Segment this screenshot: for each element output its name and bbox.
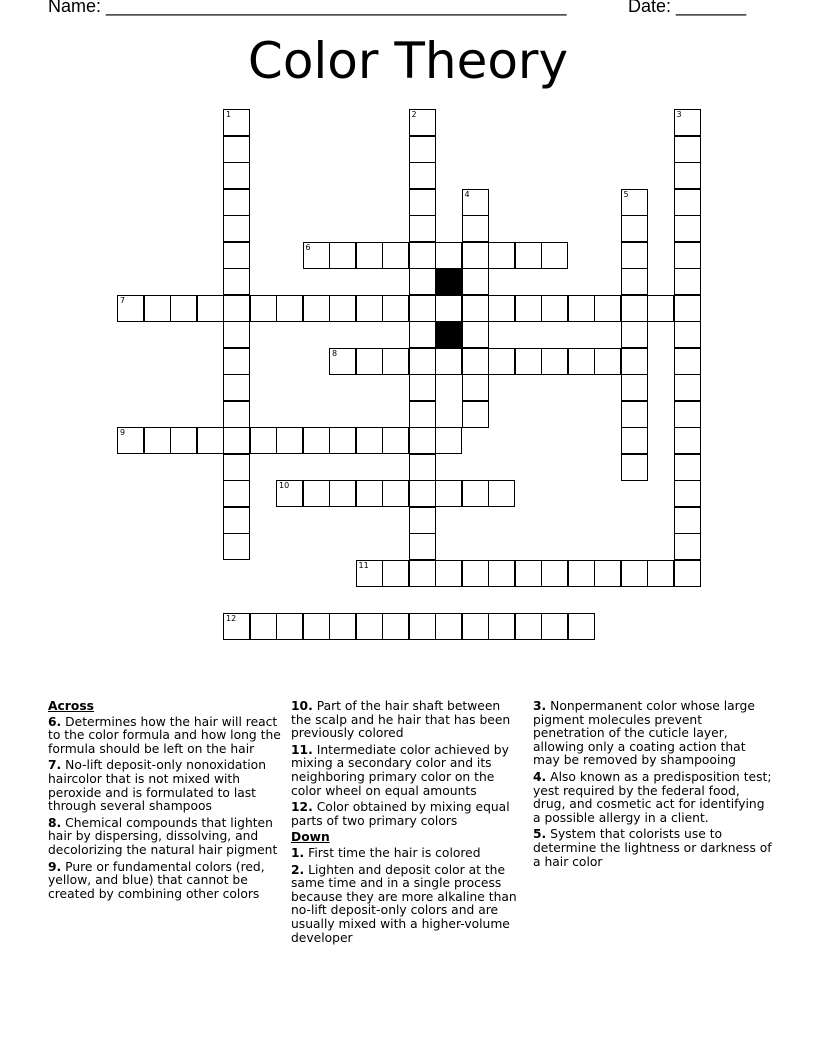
crossword-cell[interactable]	[223, 427, 250, 454]
crossword-cell[interactable]	[409, 427, 436, 454]
crossword-cell[interactable]	[488, 613, 515, 640]
clue-number: 3	[676, 110, 682, 119]
crossword-cell[interactable]	[276, 427, 303, 454]
crossword-cell[interactable]	[329, 295, 356, 322]
crossword-cell[interactable]	[621, 374, 648, 401]
crossword-cell[interactable]	[223, 454, 250, 481]
crossword-cell[interactable]	[674, 189, 701, 216]
crossword-cell[interactable]	[356, 427, 383, 454]
crossword-cell[interactable]	[409, 560, 436, 587]
crossword-cell[interactable]	[435, 427, 462, 454]
crossword-cell[interactable]	[674, 348, 701, 375]
crossword-cell[interactable]	[462, 321, 489, 348]
crossword-cell[interactable]	[488, 348, 515, 375]
crossword-cell[interactable]	[223, 109, 250, 136]
crossword-cell[interactable]	[462, 348, 489, 375]
crossword-cell[interactable]	[541, 242, 568, 269]
crossword-cell[interactable]	[409, 480, 436, 507]
crossword-cell[interactable]	[435, 295, 462, 322]
crossword-cell[interactable]	[541, 560, 568, 587]
crossword-cell[interactable]	[674, 454, 701, 481]
crossword-cell[interactable]	[303, 480, 330, 507]
crossword-cell[interactable]	[409, 109, 436, 136]
crossword-cell[interactable]	[223, 242, 250, 269]
crossword-cell[interactable]	[356, 295, 383, 322]
crossword-cell[interactable]	[674, 242, 701, 269]
crossword-cell[interactable]	[382, 295, 409, 322]
across-heading: Across	[48, 699, 94, 713]
crossword-cell[interactable]	[329, 242, 356, 269]
crossword-cell[interactable]	[568, 348, 595, 375]
crossword-cell[interactable]	[674, 162, 701, 189]
clue-across-10: 10. Part of the hair shaft between the scalp and he hair that has been previously colored	[291, 699, 511, 741]
crossword-cell[interactable]	[197, 427, 224, 454]
page-title: Color Theory	[247, 32, 569, 90]
crossword-cell[interactable]	[674, 427, 701, 454]
crossword-cell[interactable]	[409, 242, 436, 269]
crossword-cell[interactable]	[409, 189, 436, 216]
crossword-cell[interactable]	[515, 242, 542, 269]
crossword-cell[interactable]	[117, 427, 144, 454]
crossword-cell[interactable]	[674, 507, 701, 534]
crossword-cell[interactable]	[223, 533, 250, 560]
crossword-cell[interactable]	[462, 374, 489, 401]
crossword-cell[interactable]	[303, 295, 330, 322]
crossword-cell[interactable]	[621, 242, 648, 269]
crossword-cell[interactable]	[356, 242, 383, 269]
crossword-cell[interactable]	[356, 613, 383, 640]
crossword-cell[interactable]	[409, 162, 436, 189]
worksheet-header	[48, 0, 747, 17]
crossword-cell[interactable]	[382, 427, 409, 454]
crossword-block	[435, 268, 462, 295]
clue-number: 9	[120, 428, 126, 437]
crossword-cell[interactable]	[276, 480, 303, 507]
clue-across-8: 8. Chemical compounds that lighten hair by dispersing, dissolving, and decolorizing the natural hair pigment	[48, 815, 278, 857]
crossword-cell[interactable]	[435, 613, 462, 640]
crossword-cell[interactable]	[647, 560, 674, 587]
crossword-cell[interactable]	[250, 427, 277, 454]
crossword-cell[interactable]	[409, 454, 436, 481]
crossword-cell[interactable]	[144, 295, 171, 322]
clue-down-1: 1. First time the hair is colored	[291, 845, 481, 860]
crossword-cell[interactable]	[382, 560, 409, 587]
crossword-cell[interactable]	[462, 268, 489, 295]
clues-column-2	[291, 700, 523, 948]
crossword-cell[interactable]	[568, 295, 595, 322]
crossword-cell[interactable]	[541, 613, 568, 640]
crossword-cell[interactable]	[223, 374, 250, 401]
crossword-cell[interactable]	[303, 427, 330, 454]
crossword-cell[interactable]	[409, 374, 436, 401]
clue-down-4: 4. Also known as a predisposition test; yest required by the federal food, drug, and cosmetic act for identifying a possible allergy in a client.	[533, 769, 772, 825]
crossword-cell[interactable]	[409, 136, 436, 163]
crossword-cell[interactable]	[462, 613, 489, 640]
crossword-cell[interactable]	[382, 613, 409, 640]
crossword-cell[interactable]	[674, 136, 701, 163]
crossword-cell[interactable]	[303, 613, 330, 640]
crossword-cell[interactable]	[462, 189, 489, 216]
clue-number: 7	[120, 295, 126, 305]
clue-across-6: 6. Determines how the hair will react to the color formula and how long the formula should be left on the hair	[48, 714, 281, 756]
crossword-cell[interactable]	[621, 215, 648, 242]
clue-number: 11	[358, 560, 369, 570]
crossword-cell[interactable]	[674, 295, 701, 322]
crossword-cell[interactable]	[541, 295, 568, 322]
clues-column-3	[533, 700, 773, 872]
crossword-cell[interactable]	[488, 560, 515, 587]
crossword-cell[interactable]	[409, 215, 436, 242]
crossword-cell[interactable]	[409, 268, 436, 295]
crossword-cell[interactable]	[409, 321, 436, 348]
crossword-cell[interactable]	[382, 242, 409, 269]
crossword-cell[interactable]	[409, 348, 436, 375]
crossword-cell[interactable]	[329, 427, 356, 454]
crossword-cell[interactable]	[356, 348, 383, 375]
clue-number: 4	[464, 189, 470, 199]
crossword-cell[interactable]	[223, 268, 250, 295]
crossword-cell[interactable]	[462, 242, 489, 269]
crossword-cell[interactable]	[170, 427, 197, 454]
crossword-cell[interactable]	[621, 427, 648, 454]
crossword-cell[interactable]	[223, 295, 250, 322]
crossword-cell[interactable]	[144, 427, 171, 454]
crossword-cell[interactable]	[223, 401, 250, 428]
crossword-cell[interactable]	[462, 295, 489, 322]
crossword-cell[interactable]	[223, 162, 250, 189]
clue-number: 2	[411, 110, 417, 119]
crossword-cell[interactable]	[276, 613, 303, 640]
clue-down-3: 3. Nonpermanent color whose large pigment molecules prevent penetration of the cuticle layer, allowing only a coating action that may be removed by shampooing	[533, 699, 755, 768]
crossword-cell[interactable]	[674, 268, 701, 295]
crossword-cell[interactable]	[674, 533, 701, 560]
crossword-cell[interactable]	[488, 295, 515, 322]
crossword-cell[interactable]	[250, 613, 277, 640]
crossword-cell[interactable]	[674, 480, 701, 507]
clue-down-2: 2. Lighten and deposit color at the same time and in a single process because they are more alkaline than no-lift deposit-only colors and are usually mixed with a higher-volume developer	[291, 862, 517, 945]
crossword-cell[interactable]	[621, 401, 648, 428]
crossword-cell[interactable]	[329, 480, 356, 507]
crossword-cell[interactable]	[382, 348, 409, 375]
crossword-cell[interactable]	[621, 189, 648, 216]
crossword-cell[interactable]	[621, 321, 648, 348]
crossword-cell[interactable]	[170, 295, 197, 322]
crossword-cell[interactable]	[621, 348, 648, 375]
crossword-cell[interactable]	[409, 507, 436, 534]
clue-across-7: 7. No-lift deposit-only nonoxidation haircolor that is not mixed with peroxide and is formulated to last through several shampoos	[48, 758, 266, 814]
crossword-cell[interactable]	[223, 507, 250, 534]
crossword-cell[interactable]	[223, 321, 250, 348]
crossword-cell[interactable]	[674, 215, 701, 242]
crossword-cell[interactable]	[197, 295, 224, 322]
crossword-cell[interactable]	[329, 348, 356, 375]
clue-number: 12	[226, 613, 237, 623]
crossword-cell[interactable]	[621, 295, 648, 322]
clue-number: 1	[226, 110, 232, 119]
crossword-cell[interactable]	[250, 295, 277, 322]
clue-across-11: 11. Intermediate color achieved by mixing a secondary color and its neighboring primary color on the color wheel on equal amounts	[291, 742, 509, 798]
clues-column-1	[48, 700, 288, 904]
crossword-cell[interactable]	[674, 401, 701, 428]
crossword-cell[interactable]	[409, 295, 436, 322]
name-field-label: Name: ______________________________________________	[48, 0, 567, 16]
date-field-label: Date: _______	[628, 0, 747, 16]
crossword-cell[interactable]	[382, 480, 409, 507]
crossword-cell[interactable]	[223, 480, 250, 507]
crossword-cell[interactable]	[409, 401, 436, 428]
crossword-cell[interactable]	[223, 348, 250, 375]
crossword-cell[interactable]	[568, 613, 595, 640]
crossword-cell[interactable]	[462, 480, 489, 507]
crossword-cell[interactable]	[515, 613, 542, 640]
clue-down-5: 5. System that colorists use to determine the lightness or darkness of a hair color	[533, 827, 772, 869]
crossword-cell[interactable]	[409, 533, 436, 560]
clue-across-9: 9. Pure or fundamental colors (red, yellow, and blue) that cannot be created by combining other colors	[48, 859, 265, 901]
crossword-cell[interactable]	[223, 613, 250, 640]
crossword-cell[interactable]	[515, 560, 542, 587]
crossword-cell[interactable]	[488, 480, 515, 507]
crossword-cell[interactable]	[435, 242, 462, 269]
crossword-cell[interactable]	[515, 348, 542, 375]
crossword-cell[interactable]	[117, 295, 144, 322]
down-heading: Down	[291, 830, 330, 845]
crossword-block	[435, 321, 462, 348]
crossword-cell[interactable]	[409, 613, 436, 640]
crossword-cell[interactable]	[621, 268, 648, 295]
crossword-cell[interactable]	[329, 613, 356, 640]
clue-number: 5	[623, 189, 629, 199]
crossword-cell[interactable]	[356, 560, 383, 587]
crossword-cell[interactable]	[621, 454, 648, 481]
crossword-cell[interactable]	[435, 480, 462, 507]
crossword-cell[interactable]	[674, 109, 701, 136]
crossword-cell[interactable]	[515, 295, 542, 322]
clue-across-12: 12. Color obtained by mixing equal parts of two primary colors	[291, 800, 510, 828]
crossword-cell[interactable]	[462, 560, 489, 587]
crossword-cell[interactable]	[435, 348, 462, 375]
clue-number: 8	[332, 348, 338, 358]
crossword-cell[interactable]	[621, 560, 648, 587]
crossword-cell[interactable]	[488, 242, 515, 269]
crossword-cell[interactable]	[674, 374, 701, 401]
crossword-cell[interactable]	[435, 560, 462, 587]
crossword-cell[interactable]	[223, 189, 250, 216]
crossword-cell[interactable]	[462, 215, 489, 242]
clue-number: 10	[279, 481, 290, 490]
crossword-cell[interactable]	[223, 136, 250, 163]
crossword-cell[interactable]	[594, 348, 621, 375]
clue-number: 6	[305, 242, 311, 252]
crossword-cell[interactable]	[462, 401, 489, 428]
crossword-cell[interactable]	[223, 215, 250, 242]
crossword-cell[interactable]	[303, 242, 330, 269]
crossword-cell[interactable]	[647, 295, 674, 322]
crossword-cell[interactable]	[568, 560, 595, 587]
crossword-cell[interactable]	[356, 480, 383, 507]
crossword-cell[interactable]	[674, 321, 701, 348]
crossword-cell[interactable]	[594, 560, 621, 587]
crossword-cell[interactable]	[674, 560, 701, 587]
crossword-cell[interactable]	[594, 295, 621, 322]
crossword-cell[interactable]	[276, 295, 303, 322]
crossword-cell[interactable]	[541, 348, 568, 375]
